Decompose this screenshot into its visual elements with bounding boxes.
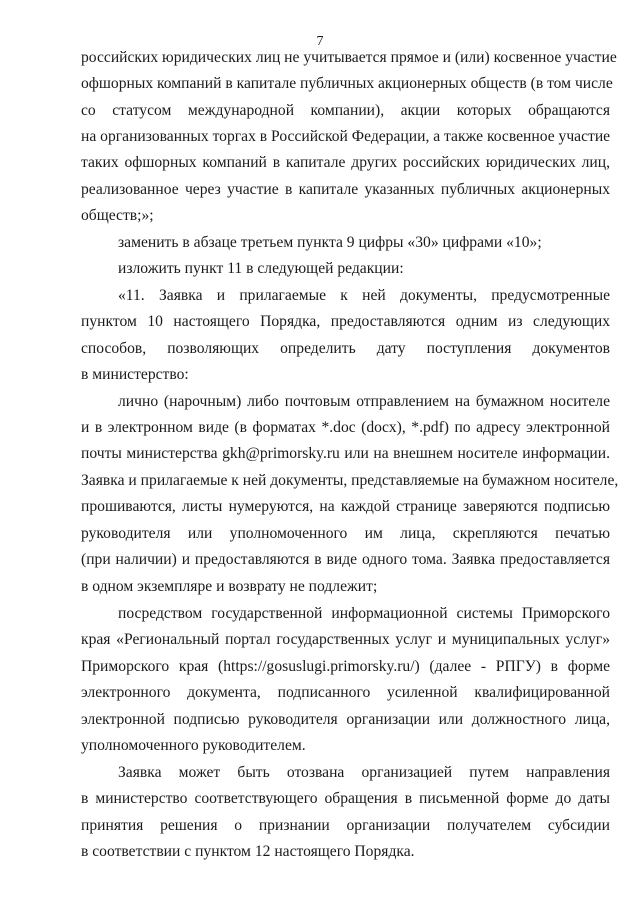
text-line: Приморского края (https://gosuslugi.primorsky.ru/) (далее - РПГУ) в форме	[81, 658, 610, 675]
text-line: электронного документа, подписанного усиленной квалифицированной	[81, 684, 610, 701]
text-line: посредством государственной информационной системы Приморского	[118, 605, 610, 622]
text-line: электронной подписью руководителя организации или должностного лица,	[81, 711, 610, 728]
text-line: принятия решения о признании организации получателем субсидии	[81, 817, 610, 834]
text-line: руководителя или уполномоченного им лица, скрепляются печатью	[81, 525, 610, 542]
text-line: пунктом 10 настоящего Порядка, предоставляются одним из следующих	[81, 313, 610, 330]
text-line: со статусом международной компании), акции которых обращаются	[81, 102, 610, 119]
text-line: лично (нарочным) либо почтовым отправлением на бумажном носителе	[118, 393, 610, 410]
text-line: (при наличии) и предоставляются в виде одного тома. Заявка предоставляется	[81, 551, 610, 568]
text-line: в министерство:	[81, 366, 189, 383]
text-line: «11. Заявка и прилагаемые к ней документы, предусмотренные	[118, 287, 610, 304]
text-line: в министерство соответствующего обращения в письменной форме до даты	[81, 790, 610, 807]
text-line: офшорных компаний в капитале публичных акционерных обществ (в том числе	[81, 75, 613, 92]
text-line: Заявка может быть отозвана организацией путем направления	[118, 764, 610, 781]
text-line: изложить пункт 11 в следующей редакции:	[118, 260, 404, 277]
page-number: 7	[316, 34, 324, 49]
text-line: почты министерства gkh@primorsky.ru или на внешнем носителе информации.	[81, 445, 610, 462]
text-line: уполномоченного руководителем.	[81, 737, 306, 754]
text-line: заменить в абзаце третьем пункта 9 цифры «30» цифрами «10»;	[118, 234, 542, 251]
text-line: в соответствии с пунктом 12 настоящего Порядка.	[81, 843, 415, 860]
text-line: реализованное через участие в капитале указанных публичных акционерных	[81, 181, 610, 198]
text-line: в одном экземпляре и возврату не подлежит;	[81, 578, 378, 595]
text-line: Заявка и прилагаемые к ней документы, представляемые на бумажном носителе,	[81, 472, 619, 489]
text-line: на организованных торгах в Российской Федерации, а также косвенное участие	[81, 128, 611, 145]
text-line: и в электронном виде (в форматах *.doc (docx), *.pdf) по адресу электронной	[81, 419, 610, 436]
text-line: прошиваются, листы нумеруются, на каждой странице заверяются подписью	[81, 498, 610, 515]
text-line: российских юридических лиц не учитывается прямое и (или) косвенное участие	[81, 49, 617, 66]
text-line: таких офшорных компаний в капитале других российских юридических лиц,	[81, 154, 610, 171]
text-line: края «Региональный портал государственных услуг и муниципальных услуг»	[81, 631, 610, 648]
text-line: способов, позволяющих определить дату поступления документов	[81, 340, 610, 357]
text-line: обществ;»;	[81, 207, 154, 224]
